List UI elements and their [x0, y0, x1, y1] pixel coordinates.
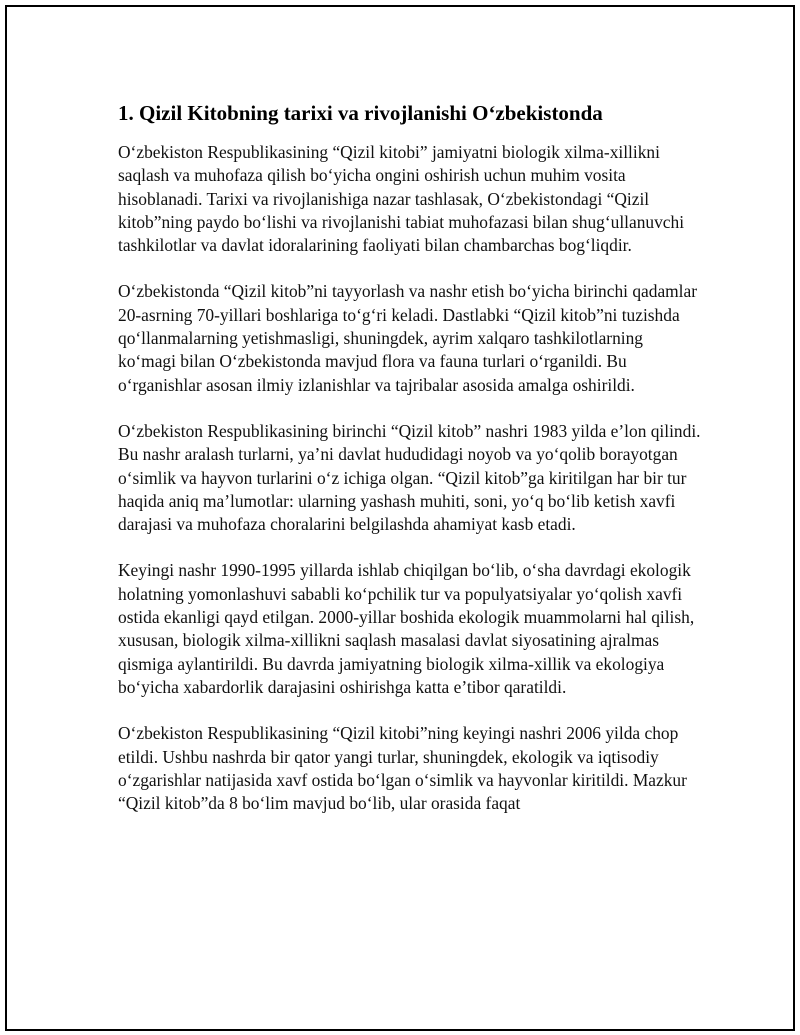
paragraph-2: O‘zbekistonda “Qizil kitob”ni tayyorlash va nashr etish bo‘yicha birinchi qadamlar 20-asrning 70-yillari boshlariga to‘g‘ri keladi. Dastlabki “Qizil kitob”ni tuzishda qo‘llanmalarning yetishmasligi, shuningdek, ayrim xalqaro tashkilotlarning ko‘magi bilan O‘zbekistonda mavjud flora va fauna turlari o‘rganildi. Bu o‘rganishlar asosan ilmiy izlanishlar va tajribalar asosida amalga oshirildi. — [118, 281, 698, 395]
paragraph-4: Keyingi nashr 1990-1995 yillarda ishlab chiqilgan bo‘lib, o‘sha davrdagi ekologik holatning yomonlashuvi sababli ko‘pchilik tur va populyatsiyalar yo‘qolish xavfi ostida ekanligi qayd etilgan. 2000-yillar boshida ekologik muammolarni hal qilish, xususan, biologik xilma-xillikni saqlash masalasi davlat siyosatining ajralmas qismiga aylantirildi. Bu davrda jamiyatning biologik xilma-xillik va ekologiya bo‘yicha xabardorlik darajasini oshirishga katta e’tibor qaratildi. — [118, 560, 695, 697]
document-title: 1. Qizil Kitobning tarixi va rivojlanishi O‘zbekistonda — [118, 101, 603, 125]
page — [5, 5, 795, 1031]
document-body — [118, 99, 703, 838]
paragraph-3: O‘zbekiston Respublikasining birinchi “Qizil kitob” nashri 1983 yilda e’lon qilindi. Bu nashr aralash turlarni, ya’ni davlat hududidagi noyob va yo‘qolib borayotgan o‘simlik va hayvon turlarini o‘z ichiga olgan. “Qizil kitob”ga kiritilgan har bir tur haqida aniq ma’lumotlar: ularning yashash muhiti, soni, yo‘q bo‘lib ketish xavfi darajasi va muhofaza choralarini belgilashda ahamiyat kasb etadi. — [118, 420, 701, 535]
paragraph-5: O‘zbekiston Respublikasining “Qizil kitobi”ning keyingi nashri 2006 yilda chop etildi. Ushbu nashrda bir qator yangi turlar, shuningdek, ekologik va iqtisodiy o‘zgarishlar natijasida xavf ostida bo‘lgan o‘simlik va hayvonlar kiritildi. Mazkur “Qizil kitob”da 8 bo‘lim mavjud bo‘lib, ular orasida faqat — [118, 723, 687, 814]
paragraph-1: O‘zbekiston Respublikasining “Qizil kitobi” jamiyatni biologik xilma-xillikni saqlash va muhofaza qilish bo‘yicha ongini oshirish uchun muhim vosita hisoblanadi. Tarixi va rivojlanishiga nazar tashlasak, O‘zbekistondagi “Qizil kitob”ning paydo bo‘lishi va rivojlanishi tabiat muhofazasi bilan shug‘ullanuvchi tashkilotlar va davlat idoralarining faoliyati bilan chambarchas bog‘liqdir. — [118, 142, 685, 256]
